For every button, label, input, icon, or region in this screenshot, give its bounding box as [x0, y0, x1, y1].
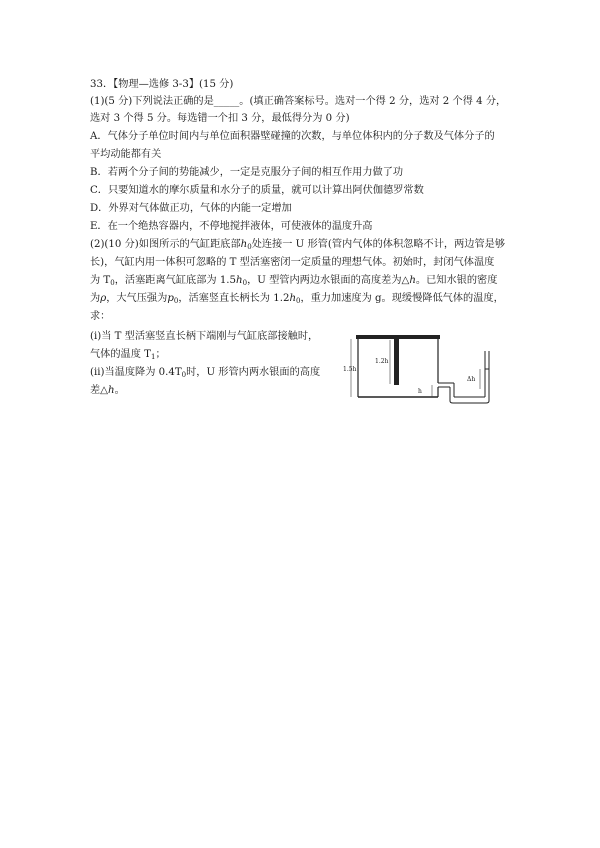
option-c: C．只要知道水的摩尔质量和水分子的质量，就可以计算出阿伏伽德罗常数 — [90, 185, 424, 196]
part2-line2: 长)，气缸内用一体积可忽略的 T 型活塞密闭一定质量的理想气体。初始时，封闭气体温度 — [90, 257, 495, 268]
label-1-2h: 1.2h — [375, 358, 389, 365]
option-a-line2: 平均动能都有关 — [90, 149, 162, 160]
option-b: B．若两个分子间的势能减少，一定是克服分子间的相互作用力做了功 — [90, 167, 404, 178]
part2-line3: 为 $T_0$，活塞距离气缸底部为 $1.5h_0$，U 型管内两边水银面的高度差为△h。已知水银的密度 — [90, 275, 498, 287]
part2-line1: (2)(10 分)如图所示的气缸距底部$h_0$处连接一 U 形管(管内气体的体积忽略不计，两边管是够 — [90, 239, 506, 251]
figure-svg — [343, 331, 498, 403]
sub-question-i: (i)当 T 型活塞竖直长柄下端刚与气缸底部接触时， — [90, 331, 319, 342]
label-h0: h — [418, 388, 422, 395]
label-dh: Δh — [467, 376, 476, 383]
option-d: D．外界对气体做正功，气体的内能一定增加 — [90, 203, 292, 214]
option-e: E．在一个绝热容器内，不停地搅拌液体，可使液体的温度升高 — [90, 221, 373, 232]
question-title: 33．【物理—选修 3-3】(15 分) — [90, 79, 234, 90]
part2-line5: 求： — [90, 311, 111, 322]
option-a: A．气体分子单位时间内与单位面积器壁碰撞的次数，与单位体积内的分子数及气体分子的 — [90, 131, 495, 142]
part1-stem: (1)(5 分)下列说法正确的是_____。(填正确答案标号。选对一个得 2 分，选对 2 个得 4 分， — [90, 96, 507, 107]
label-1-5h: 1.5h — [343, 366, 357, 373]
part2-line4: 为ρ，大气压强为$p_0$，活塞竖直长柄长为 $1.2h_0$，重力加速度为 g。现缓慢降低气体的温度， — [90, 293, 504, 305]
piston-plate — [356, 335, 440, 339]
part1-stem-line2: 选对 3 个得 5 分。每选错一个扣 3 分，最低得分为 0 分) — [90, 113, 350, 124]
cylinder-utube-figure — [343, 331, 498, 403]
piston-stem — [394, 339, 399, 385]
sub-question-ii-line2: 差△h。 — [90, 385, 125, 396]
utube-bottom-outer — [450, 401, 489, 403]
sub-question-i-line2: 气体的温度 $T_1$； — [90, 349, 166, 361]
answer-blank: _____ — [213, 96, 240, 107]
sub-question-ii: (ii)当温度降为 $0.4T_0$时，U 形管内两水银面的高度 — [90, 367, 321, 379]
